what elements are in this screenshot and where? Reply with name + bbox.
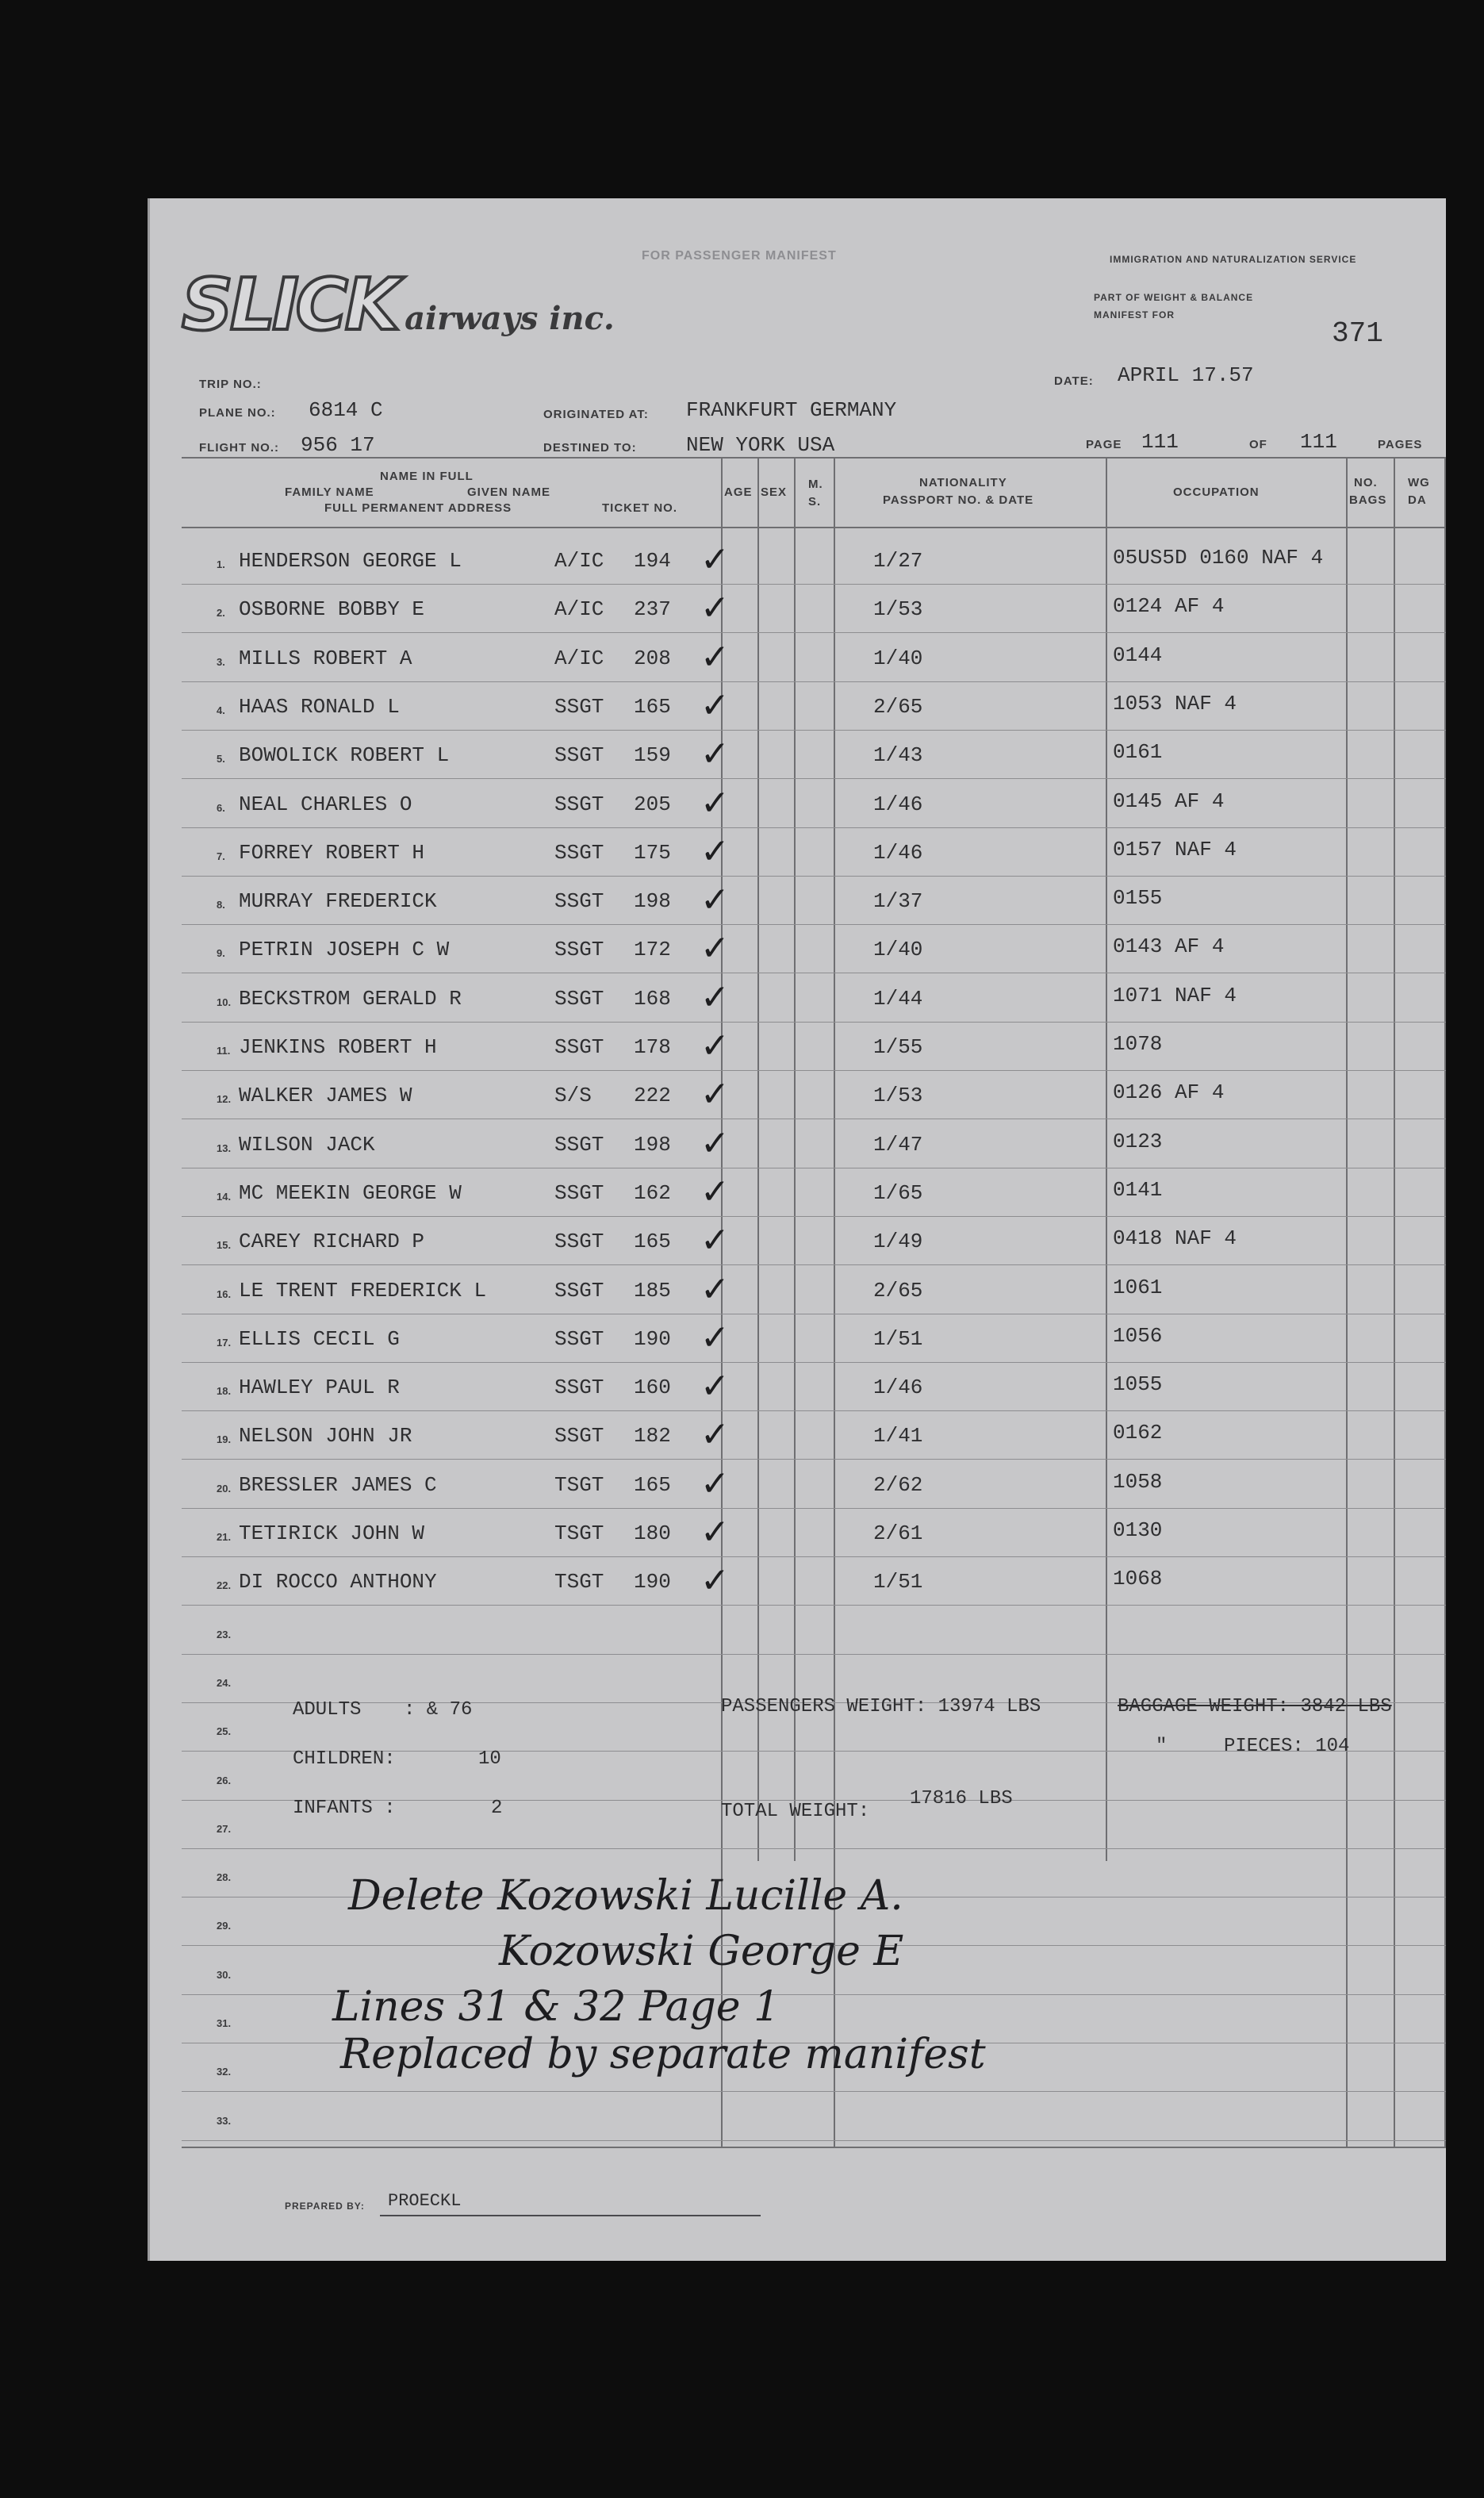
occupation-code: 1056: [1113, 1323, 1163, 1348]
age-checkmark-icon: ✓: [700, 1074, 730, 1115]
col-bags-2: BAGS: [1349, 493, 1387, 507]
passenger-name: BOWOLICK ROBERT L: [239, 743, 450, 768]
passenger-rank: SSGT: [554, 1180, 604, 1205]
passenger-name: LE TRENT FREDERICK L: [239, 1278, 487, 1303]
row-number: 30.: [217, 1968, 232, 1981]
originated-value: FRANKFURT GERMANY: [686, 398, 897, 422]
passenger-name: DI ROCCO ANTHONY: [239, 1570, 437, 1594]
row-rule: [182, 1459, 1446, 1460]
occupation-code: 0144: [1113, 643, 1163, 667]
trip-label: TRIP NO.:: [199, 378, 262, 391]
infants-label: INFANTS :: [293, 1798, 396, 1819]
row-rule: [182, 1264, 1446, 1265]
row-number: 3.: [217, 655, 225, 668]
ticket-number: 165: [634, 694, 671, 719]
destined-value: NEW YORK USA: [686, 433, 835, 457]
pages-label: PAGES: [1378, 438, 1423, 451]
passport-number: 1/37: [873, 889, 923, 914]
passport-number: 1/44: [873, 986, 923, 1011]
logo-airways-text: airways inc.: [405, 300, 615, 337]
col-nationality: NATIONALITY: [919, 476, 1007, 489]
passenger-name: FORREY ROBERT H: [239, 840, 425, 865]
row-number: 1.: [217, 558, 225, 570]
col-divider-occupation: [1346, 457, 1348, 2147]
passenger-rank: SSGT: [554, 986, 604, 1011]
age-checkmark-icon: ✓: [700, 977, 730, 1018]
passenger-name: WILSON JACK: [239, 1132, 375, 1157]
row-rule: [182, 1410, 1446, 1411]
passenger-rank: TSGT: [554, 1570, 604, 1594]
occupation-code: 0145 AF 4: [1113, 789, 1225, 813]
logo-slick-text: SLICK: [182, 263, 397, 347]
occupation-code: 0130: [1113, 1518, 1163, 1542]
age-checkmark-icon: ✓: [700, 1317, 730, 1358]
passport-number: 1/65: [873, 1180, 923, 1205]
passenger-name: PETRIN JOSEPH C W: [239, 938, 450, 962]
passport-number: 1/49: [873, 1230, 923, 1254]
faint-form-title: FOR PASSENGER MANIFEST: [642, 249, 837, 263]
row-number: 8.: [217, 899, 225, 911]
prepared-by-label: PREPARED BY:: [285, 2201, 365, 2212]
row-number: 6.: [217, 801, 225, 814]
row-rule: [182, 924, 1446, 925]
row-rule: [182, 2140, 1446, 2141]
infants-value: 2: [491, 1798, 503, 1819]
row-number: 32.: [217, 2066, 232, 2078]
manifest-page: [148, 198, 1446, 2261]
passenger-rank: SSGT: [554, 743, 604, 768]
row-number: 5.: [217, 753, 225, 766]
age-checkmark-icon: ✓: [700, 539, 730, 580]
passenger-name: BECKSTROM GERALD R: [239, 986, 462, 1011]
total-weight-label: TOTAL WEIGHT:: [721, 1801, 870, 1822]
passenger-rank: A/IC: [554, 549, 604, 573]
row-rule: [182, 827, 1446, 828]
passport-number: 1/55: [873, 1035, 923, 1059]
occupation-code: 0124 AF 4: [1113, 594, 1225, 619]
col-given-name: GIVEN NAME: [467, 485, 551, 499]
occupation-code: 0162: [1113, 1421, 1163, 1445]
ticket-number: 194: [634, 549, 671, 573]
row-number: 11.: [217, 1045, 231, 1057]
passengers-weight: PASSENGERS WEIGHT: 13974 LBS: [721, 1696, 1041, 1717]
ticket-number: 172: [634, 938, 671, 962]
row-number: 19.: [217, 1433, 232, 1446]
row-rule: [182, 730, 1446, 731]
column-header-rule: [182, 527, 1446, 528]
ticket-number: 162: [634, 1180, 671, 1205]
date-value: APRIL 17.57: [1118, 363, 1254, 387]
ticket-number: 190: [634, 1326, 671, 1351]
passenger-rank: SSGT: [554, 1230, 604, 1254]
total-weight-value: 17816 LBS: [910, 1788, 1013, 1809]
occupation-code: 0143 AF 4: [1113, 934, 1225, 959]
passport-number: 1/53: [873, 1084, 923, 1108]
col-passport: PASSPORT NO. & DATE: [883, 493, 1034, 507]
row-number: 33.: [217, 2114, 232, 2127]
row-number: 18.: [217, 1385, 232, 1398]
date-label: DATE:: [1054, 374, 1094, 388]
page-number: 371: [1332, 317, 1383, 350]
passport-number: 1/27: [873, 549, 923, 573]
ticket-number: 198: [634, 1132, 671, 1157]
col-weight-1: WG: [1408, 476, 1430, 489]
ticket-number: 185: [634, 1278, 671, 1303]
occupation-code: 0123: [1113, 1129, 1163, 1153]
passenger-rank: SSGT: [554, 1035, 604, 1059]
adults-value: : & 76: [404, 1699, 473, 1721]
row-number: 9.: [217, 947, 225, 960]
table-bottom-rule: [182, 2147, 1446, 2148]
row-number: 24.: [217, 1676, 232, 1689]
age-checkmark-icon: ✓: [700, 1026, 730, 1066]
age-checkmark-icon: ✓: [700, 1512, 730, 1552]
occupation-code: 0126 AF 4: [1113, 1080, 1225, 1105]
passenger-name: JENKINS ROBERT H: [239, 1035, 437, 1059]
ticket-number: 159: [634, 743, 671, 768]
row-rule: [182, 681, 1446, 682]
passport-number: 2/65: [873, 1278, 923, 1303]
passenger-rank: SSGT: [554, 840, 604, 865]
row-number: 2.: [217, 607, 225, 620]
age-checkmark-icon: ✓: [700, 1220, 730, 1261]
passenger-rank: SSGT: [554, 694, 604, 719]
header-rule: [182, 457, 1446, 459]
col-ticket: TICKET NO.: [602, 501, 677, 515]
passport-number: 1/40: [873, 646, 923, 670]
occupation-code: 1055: [1113, 1372, 1163, 1397]
destined-label: DESTINED TO:: [543, 441, 637, 455]
slick-logo: [182, 263, 615, 347]
ticket-number: 165: [634, 1472, 671, 1497]
handwritten-note-4: Replaced by separate manifest: [340, 2031, 986, 2078]
row-number: 31.: [217, 2017, 232, 2029]
row-rule: [182, 632, 1446, 633]
col-divider-nationality: [1106, 457, 1107, 1861]
age-checkmark-icon: ✓: [700, 588, 730, 629]
passenger-rank: SSGT: [554, 1376, 604, 1400]
children-label: CHILDREN:: [293, 1748, 396, 1770]
passport-number: 1/53: [873, 597, 923, 622]
occupation-code: 0157 NAF 4: [1113, 837, 1237, 861]
age-checkmark-icon: ✓: [700, 734, 730, 775]
age-checkmark-icon: ✓: [700, 1463, 730, 1504]
passenger-name: WALKER JAMES W: [239, 1084, 412, 1108]
pieces-ditto: ": [1156, 1736, 1168, 1757]
age-checkmark-icon: ✓: [700, 1366, 730, 1407]
ticket-number: 205: [634, 792, 671, 816]
passport-number: 1/43: [873, 743, 923, 768]
age-checkmark-icon: ✓: [700, 1171, 730, 1212]
ticket-number: 175: [634, 840, 671, 865]
row-rule: [182, 584, 1446, 585]
passenger-name: HENDERSON GEORGE L: [239, 549, 462, 573]
col-divider-sex: [794, 457, 796, 1861]
passport-number: 1/46: [873, 792, 923, 816]
passenger-rank: SSGT: [554, 938, 604, 962]
passenger-name: MC MEEKIN GEORGE W: [239, 1180, 462, 1205]
row-number: 4.: [217, 704, 225, 716]
part-of-label-1: PART OF WEIGHT & BALANCE: [1094, 292, 1254, 303]
row-number: 26.: [217, 1774, 232, 1786]
row-rule: [182, 1508, 1446, 1509]
row-number: 13.: [217, 1142, 232, 1154]
occupation-code: 1068: [1113, 1567, 1163, 1591]
row-rule: [182, 1605, 1446, 1606]
row-number: 21.: [217, 1531, 232, 1543]
occupation-code: 0141: [1113, 1177, 1163, 1202]
handwritten-note-1: Delete Kozowski Lucille A.: [348, 1872, 903, 1920]
passport-number: 2/65: [873, 694, 923, 719]
age-checkmark-icon: ✓: [700, 880, 730, 921]
row-number: 10.: [217, 996, 232, 1008]
part-of-label-2: MANIFEST FOR: [1094, 309, 1175, 320]
passport-number: 1/47: [873, 1132, 923, 1157]
row-number: 27.: [217, 1822, 232, 1835]
row-number: 28.: [217, 1871, 232, 1884]
passenger-name: HAAS RONALD L: [239, 694, 400, 719]
ticket-number: 237: [634, 597, 671, 622]
ticket-number: 168: [634, 986, 671, 1011]
row-rule: [182, 778, 1446, 779]
service-label: IMMIGRATION AND NATURALIZATION SERVICE: [1110, 254, 1357, 265]
passenger-name: BRESSLER JAMES C: [239, 1472, 437, 1497]
passenger-name: MURRAY FREDERICK: [239, 889, 437, 914]
of-label: OF: [1249, 438, 1267, 451]
ticket-number: 182: [634, 1424, 671, 1449]
row-rule: [182, 1654, 1446, 1655]
age-checkmark-icon: ✓: [700, 1268, 730, 1310]
passport-number: 1/40: [873, 938, 923, 962]
col-sex: SEX: [761, 485, 788, 499]
col-occupation: OCCUPATION: [1173, 485, 1260, 499]
of-value: 111: [1300, 430, 1337, 454]
age-checkmark-icon: ✓: [700, 1414, 730, 1456]
flight-value: 956 17: [301, 433, 375, 457]
occupation-code: 1053 NAF 4: [1113, 691, 1237, 716]
row-rule: [182, 1070, 1446, 1071]
occupation-code: 0418 NAF 4: [1113, 1226, 1237, 1251]
passenger-name: OSBORNE BOBBY E: [239, 597, 425, 622]
pieces: PIECES: 104: [1224, 1736, 1350, 1757]
col-ms-2: S.: [808, 495, 822, 508]
row-number: 12.: [217, 1093, 232, 1106]
occupation-code: 0155: [1113, 886, 1163, 911]
handwritten-note-3: Lines 31 & 32 Page 1: [332, 1983, 780, 2031]
passport-number: 2/62: [873, 1472, 923, 1497]
age-checkmark-icon: ✓: [700, 1560, 730, 1602]
passenger-rank: SSGT: [554, 889, 604, 914]
row-number: 29.: [217, 1920, 232, 1932]
col-name-line1: NAME IN FULL: [380, 470, 474, 483]
passenger-rank: TSGT: [554, 1472, 604, 1497]
col-age: AGE: [724, 485, 753, 499]
row-rule: [182, 876, 1446, 877]
passenger-name: TETIRICK JOHN W: [239, 1521, 425, 1545]
row-number: 7.: [217, 850, 225, 862]
page-label: PAGE: [1086, 438, 1122, 451]
col-family-name: FAMILY NAME: [285, 485, 374, 499]
col-bags-1: NO.: [1354, 476, 1378, 489]
ticket-number: 222: [634, 1084, 671, 1108]
plane-label: PLANE NO.:: [199, 406, 276, 420]
occupation-code: 1078: [1113, 1032, 1163, 1056]
passenger-name: NELSON JOHN JR: [239, 1424, 412, 1449]
age-checkmark-icon: ✓: [700, 1122, 730, 1164]
passport-number: 2/61: [873, 1521, 923, 1545]
row-number: 16.: [217, 1287, 232, 1300]
ticket-number: 160: [634, 1376, 671, 1400]
col-address: FULL PERMANENT ADDRESS: [324, 501, 512, 515]
row-rule: [182, 1848, 1446, 1849]
row-rule: [182, 1556, 1446, 1557]
ticket-number: 180: [634, 1521, 671, 1545]
flight-label: FLIGHT NO.:: [199, 441, 279, 455]
age-checkmark-icon: ✓: [700, 831, 730, 872]
age-checkmark-icon: ✓: [700, 782, 730, 823]
row-rule: [182, 2091, 1446, 2092]
col-divider-age: [757, 457, 759, 1861]
passport-number: 1/51: [873, 1326, 923, 1351]
occupation-code: 05US5D 0160 NAF 4: [1113, 546, 1324, 570]
passenger-name: NEAL CHARLES O: [239, 792, 412, 816]
passenger-rank: A/IC: [554, 646, 604, 670]
passenger-rank: SSGT: [554, 1326, 604, 1351]
passenger-rank: SSGT: [554, 792, 604, 816]
passenger-name: CAREY RICHARD P: [239, 1230, 425, 1254]
age-checkmark-icon: ✓: [700, 685, 730, 726]
ticket-number: 178: [634, 1035, 671, 1059]
originated-label: ORIGINATED AT:: [543, 408, 649, 421]
occupation-code: 1058: [1113, 1469, 1163, 1494]
passenger-rank: SSGT: [554, 1424, 604, 1449]
prepared-by-line: [380, 2215, 761, 2216]
row-rule: [182, 1022, 1446, 1023]
ticket-number: 190: [634, 1570, 671, 1594]
row-number: 25.: [217, 1725, 232, 1738]
passenger-rank: A/IC: [554, 597, 604, 622]
row-number: 23.: [217, 1628, 232, 1640]
row-number: 20.: [217, 1482, 232, 1495]
col-divider-bags: [1394, 457, 1395, 2147]
children-value: 10: [478, 1748, 501, 1770]
passenger-name: MILLS ROBERT A: [239, 646, 412, 670]
passenger-rank: S/S: [554, 1084, 592, 1108]
passenger-rank: SSGT: [554, 1132, 604, 1157]
occupation-code: 1071 NAF 4: [1113, 983, 1237, 1007]
age-checkmark-icon: ✓: [700, 636, 730, 677]
handwritten-note-2: Kozowski George E: [499, 1928, 904, 1975]
age-checkmark-icon: ✓: [700, 928, 730, 969]
right-border: [1444, 457, 1446, 2147]
ticket-number: 208: [634, 646, 671, 670]
passenger-rank: TSGT: [554, 1521, 604, 1545]
row-number: 22.: [217, 1579, 232, 1592]
passenger-rank: SSGT: [554, 1278, 604, 1303]
passenger-name: HAWLEY PAUL R: [239, 1376, 400, 1400]
adults-label: ADULTS: [293, 1699, 362, 1721]
row-number: 14.: [217, 1190, 232, 1203]
plane-value: 6814 C: [309, 398, 383, 422]
ticket-number: 165: [634, 1230, 671, 1254]
passenger-name: ELLIS CECIL G: [239, 1326, 400, 1351]
row-rule: [182, 1216, 1446, 1217]
occupation-code: 0161: [1113, 740, 1163, 765]
col-ms-1: M.: [808, 478, 823, 491]
passport-number: 1/51: [873, 1570, 923, 1594]
row-rule: [182, 1362, 1446, 1363]
passport-number: 1/46: [873, 1376, 923, 1400]
passport-number: 1/41: [873, 1424, 923, 1449]
prepared-by-value: PROECKL: [388, 2191, 462, 2211]
passport-number: 1/46: [873, 840, 923, 865]
baggage-weight: BAGGAGE WEIGHT: 3842 LBS: [1118, 1696, 1392, 1717]
col-weight-2: DA: [1408, 493, 1427, 507]
page-value: 111: [1141, 430, 1179, 454]
ticket-number: 198: [634, 889, 671, 914]
row-number: 17.: [217, 1336, 232, 1349]
occupation-code: 1061: [1113, 1275, 1163, 1299]
row-number: 15.: [217, 1239, 232, 1252]
